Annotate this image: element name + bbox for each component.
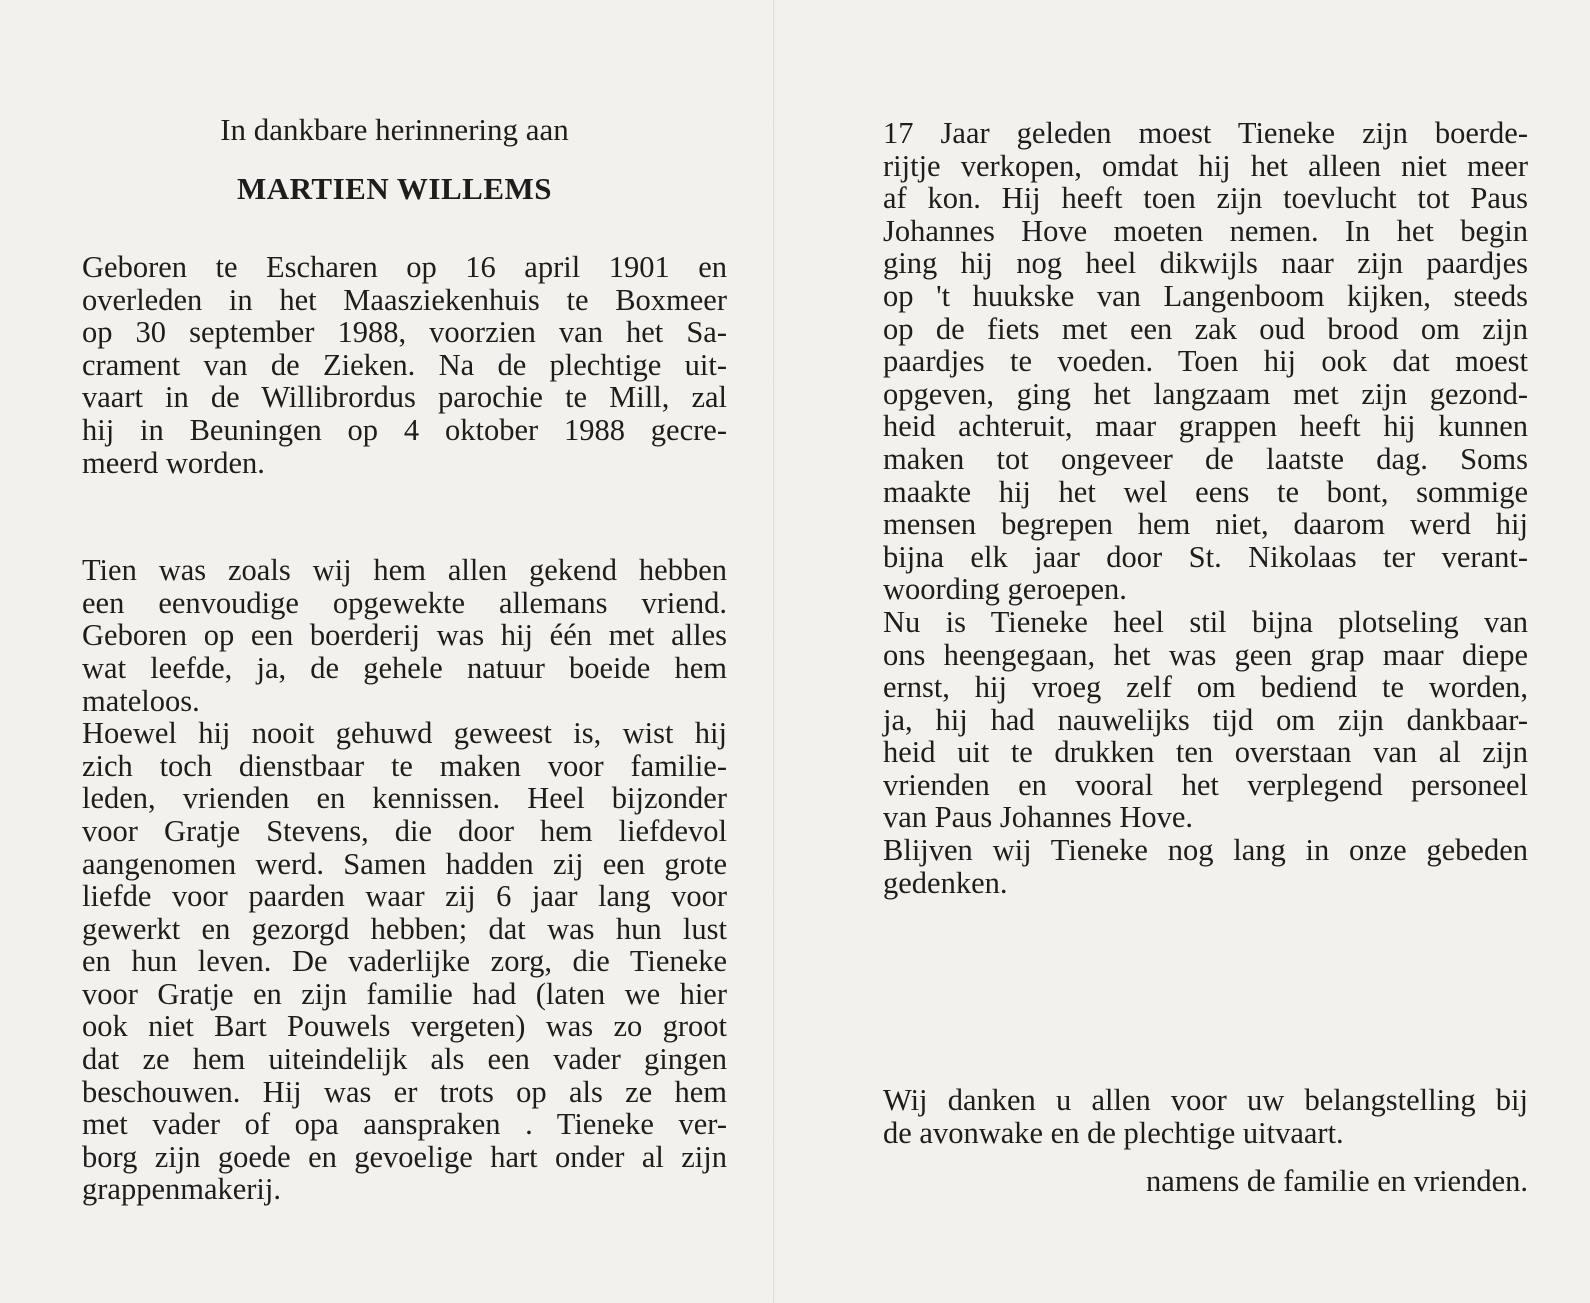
text-line: ons heengegaan, het was geen grap maar diepe <box>883 637 1528 672</box>
text-line: aangenomen werd. Samen hadden zij een grote <box>82 846 727 881</box>
text-line: hij in Beuningen op 4 oktober 1988 gecre- <box>82 412 727 447</box>
text-line: beschouwen. Hij was er trots op als ze hem <box>82 1074 727 1109</box>
text-line: vaart in de Willibrordus parochie te Mill, zal <box>82 380 727 415</box>
text-line: crament van de Zieken. Na de plechtige uit- <box>82 347 727 382</box>
text-line: heid achteruit, maar grappen heeft hij kunnen <box>883 409 1528 444</box>
text-line: de avonwake en de plechtige uitvaart. <box>883 1115 1344 1150</box>
text-line: heid uit te drukken ten overstaan van al zijn <box>883 735 1528 770</box>
text-line: zich toch dienstbaar te maken voor familie- <box>82 748 727 783</box>
text-line: ernst, hij vroeg zelf om bediend te worden, <box>883 670 1528 705</box>
text-line: gewerkt en gezorgd hebben; dat was hun lust <box>82 911 727 946</box>
text-line: op de fiets met een zak oud brood om zijn <box>883 311 1528 346</box>
text-line: op 30 september 1988, voorzien van het Sa- <box>82 315 727 350</box>
birth-paragraph <box>82 251 727 479</box>
text-line: met vader of opa aanspraken . Tieneke ver- <box>82 1107 727 1142</box>
text-line: ging hij nog heel dikwijls naar zijn paardjes <box>883 246 1528 281</box>
text-line: Geboren te Escharen op 16 april 1901 en <box>82 250 727 284</box>
text-line: Tien was zoals wij hem allen gekend hebben <box>82 553 727 588</box>
signature-line: namens de familie en vrienden. <box>1146 1164 1528 1199</box>
thanks-paragraph <box>883 1084 1528 1149</box>
text-line: maakte hij het wel eens te bont, sommige <box>883 474 1528 509</box>
right-page <box>883 117 1528 1198</box>
text-line: af kon. Hij heeft toen zijn toevlucht tot Paus <box>883 181 1528 216</box>
text-line: maken tot ongeveer de laatste dag. Soms <box>883 441 1528 476</box>
text-line: een eenvoudige opgewekte allemans vriend. <box>82 585 727 620</box>
text-line: meerd worden. <box>82 445 265 480</box>
text-line: rijtje verkopen, omdat hij het alleen niet meer <box>883 148 1528 183</box>
text-line: borg zijn goede en gevoelige hart onder al zijn <box>82 1139 727 1174</box>
text-line: Hoewel hij nooit gehuwd geweest is, wist hij <box>82 716 727 751</box>
text-line: mateloos. <box>82 683 200 718</box>
text-line: Nu is Tieneke heel stil bijna plotseling van <box>883 604 1528 639</box>
memories-paragraph <box>883 117 1528 899</box>
text-line: mensen begrepen hem niet, daarom werd hij <box>883 507 1528 542</box>
text-line: voor Gratje en zijn familie had (laten we hier <box>82 976 727 1011</box>
text-line: van Paus Johannes Hove. <box>883 800 1194 835</box>
text-line: wat leefde, ja, de gehele natuur boeide hem <box>82 650 727 685</box>
text-line: voor Gratje Stevens, die door hem liefdevol <box>82 813 727 848</box>
text-line: dat ze hem uiteindelijk als een vader gingen <box>82 1042 727 1077</box>
text-line: leden, vrienden en kennissen. Heel bijzonder <box>82 781 727 816</box>
text-line: paardjes te voeden. Toen hij ook dat moest <box>883 344 1528 379</box>
text-line: ook niet Bart Pouwels vergeten) was zo groot <box>82 1009 727 1044</box>
text-line: 17 Jaar geleden moest Tieneke zijn boerde- <box>883 116 1528 150</box>
text-line: Johannes Hove moeten nemen. In het begin <box>883 213 1528 248</box>
deceased-name: MARTIEN WILLEMS <box>236 171 553 206</box>
left-page <box>82 112 727 1206</box>
text-line: en hun leven. De vaderlijke zorg, die Tieneke <box>82 944 727 979</box>
text-line: grappenmakerij. <box>82 1172 282 1207</box>
biography-paragraph <box>82 554 727 1206</box>
card-fold <box>773 0 775 1303</box>
text-line: gedenken. <box>883 865 1008 900</box>
text-line: overleden in het Maasziekenhuis te Boxmeer <box>82 282 727 317</box>
text-line: op 't huukske van Langenboom kijken, steeds <box>883 278 1528 313</box>
text-line: vrienden en vooral het verplegend personeel <box>883 767 1528 802</box>
intro-text: In dankbare herinnering aan <box>220 112 569 147</box>
text-line: Geboren op een boerderij was hij één met alles <box>82 618 727 653</box>
text-line: woording geroepen. <box>883 572 1127 607</box>
text-line: liefde voor paarden waar zij 6 jaar lang voor <box>82 879 727 914</box>
text-line: ja, hij had nauwelijks tijd om zijn dankbaar- <box>883 702 1528 737</box>
text-line: opgeven, ging het langzaam met zijn gezond- <box>883 376 1528 411</box>
text-line: bijna elk jaar door St. Nikolaas ter verant- <box>883 539 1528 574</box>
text-line: Wij danken u allen voor uw belangstelling bij <box>883 1083 1528 1118</box>
text-line: Blijven wij Tieneke nog lang in onze gebeden <box>883 833 1528 868</box>
